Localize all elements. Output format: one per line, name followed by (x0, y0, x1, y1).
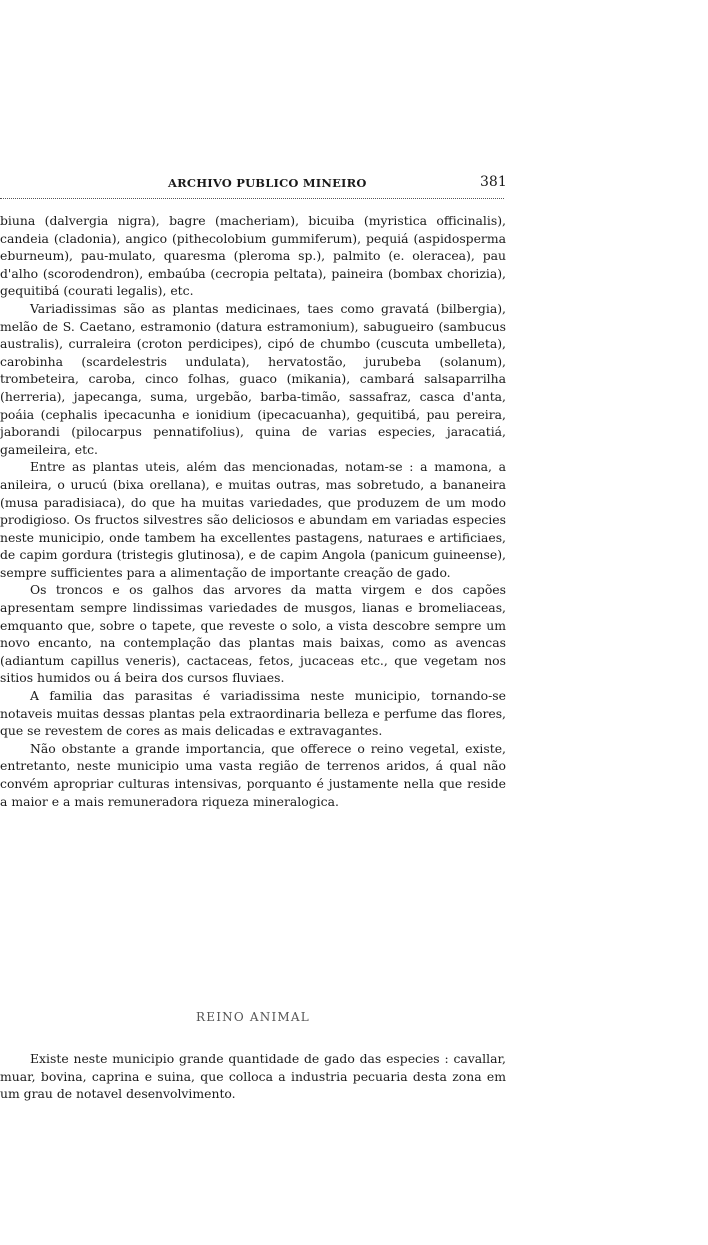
paragraph-parasites: A familia das parasitas é variadissima neste municipio, tornando-se notaveis muitas dessas plantas pela extraordinaria belleza e perfume das flores, que se revestem de cores as mais delicadas e extravagantes. (0, 688, 506, 739)
paragraph-useful-plants: Entre as plantas uteis, além das mencionadas, notam-se : a mamona, a anileira, o urucú (bixa orellana), e muitas outras, mas sobretudo, a bananeira (musa paradisiaca), do que ha muitas variedades, que produzem de um modo prodigioso. Os fructos silvestres são deliciosos e abundam em variadas especies neste municipio, onde tambem ha excellentes pastagens, naturaes e artificiaes, de capim gordura (tristegis glutinosa), e de capim Angola (panicum guineense), sempre sufficientes para a alimentação de importante creação de gado. (0, 459, 506, 580)
paragraph-medicinal-plants: Variadissimas são as plantas medicinaes, taes como gravatá (bilbergia), melão de S. Caetano, estramonio (datura estramonium), sabugueiro (sambucus australis), curraleira (croton perdicipes), cipó de chumbo (cuscuta umbelleta), carobinha (scardelestris undulata), hervatostão, jurubeba (solanum), trombeteira, caroba, cinco folhas, guaco (mikania), cambará salsaparrilha (herreria), japecanga, suma, urgebão, barba-timão, sassafraz, casca d'anta, poáia (cephalis ipecacunha e ionidium (ipecacuanha), gequitibá, pau pereira, jaborandi (pilocarpus pennatifolius), quina de varias especies, jaracatiá, gameileira, etc. (0, 300, 506, 457)
page-header (0, 172, 520, 194)
paragraph-forest-flora: Os troncos e os galhos das arvores da matta virgem e dos capões apresentam sempre lindissimas variedades de musgos, lianas e bromeliaceas, emquanto que, sobre o tapete, que reveste o solo, a vista descobre sempre um novo encanto, na contemplação das plantas mais baixas, como as avencas (adiantum capillus veneris), cactaceas, fetos, jucaceas etc., que vegetam nos sitios humidos ou á beira dos cursos fluviaes. (0, 582, 506, 686)
page-number: 381 (480, 174, 507, 190)
paragraph-arid-region: Não obstante a grande importancia, que offerece o reino vegetal, existe, entretanto, neste municipio uma vasta região de terrenos aridos, á qual não convém apropriar culturas intensivas, porquanto é justamente nella que reside a maior e a mais remuneradora riqueza mineralogica. (0, 740, 506, 809)
running-title: ARCHIVO PUBLICO MINEIRO (168, 176, 367, 190)
paragraph-livestock: Existe neste municipio grande quantidade de gado das especies : cavallar, muar, bovina, caprina e suina, que colloca a industria pecuaria desta zona em um grau de notavel desenvolvimento. (0, 1051, 506, 1102)
section-title: REINO ANIMAL (196, 1010, 310, 1024)
section-body (0, 1050, 506, 1103)
body-text (0, 212, 506, 810)
header-rule (0, 198, 504, 199)
paragraph-continuation: biuna (dalvergia nigra), bagre (macheriam), bicuiba (myristica officinalis), candeia (cladonia), angico (pithecolobium gummiferum), pequiá (aspidosperma eburneum), pau-mulato, quaresma (pleroma sp.), palmito (e. oleracea), pau d'alho (scorodendron), embaúba (cecropia peltata), paineira (bombax chorizia), gequitibá (courati legalis), etc. (0, 213, 506, 299)
